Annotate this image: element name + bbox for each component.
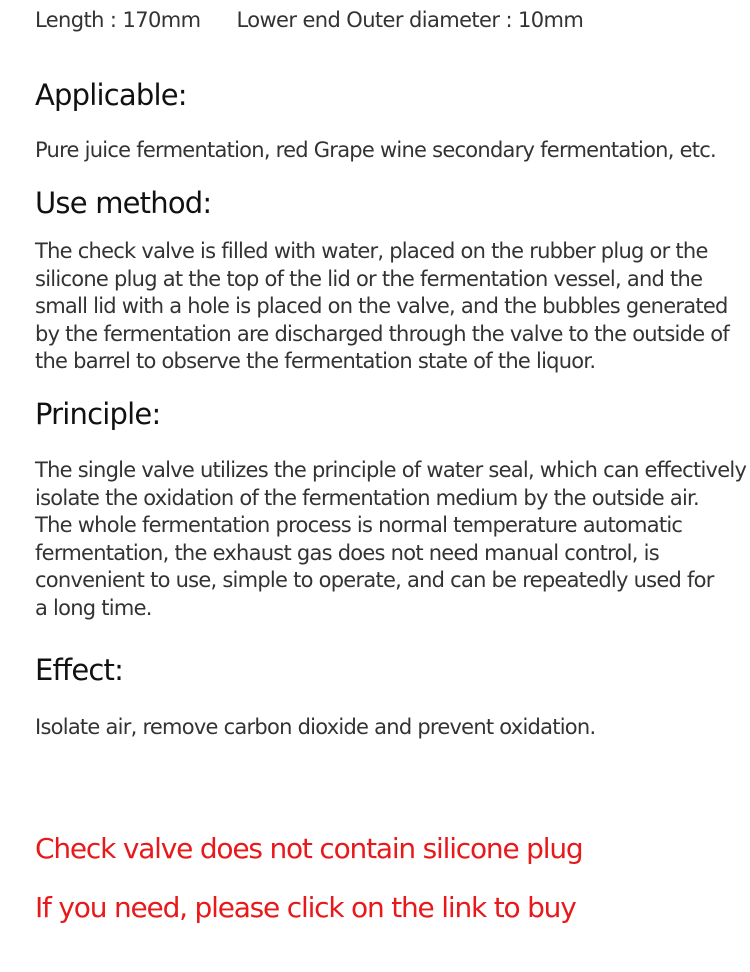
paragraph-line: the barrel to observe the fermentation state of the liquor. <box>35 349 596 373</box>
paragraph-line: small lid with a hole is placed on the valve, and the bubbles generated <box>35 294 728 318</box>
effect-text <box>35 714 747 742</box>
applicable-text <box>35 137 747 165</box>
paragraph-line: fermentation, the exhaust gas does not need manual control, is <box>35 540 659 565</box>
notice-buy-link: If you need, please click on the link to buy <box>35 891 576 924</box>
paragraph-line: Isolate air, remove carbon dioxide and prevent oxidation. <box>35 715 596 739</box>
product-specs <box>35 8 583 32</box>
applicable-heading: Applicable: <box>35 78 187 112</box>
notice-no-silicone-plug: Check valve does not contain silicone plug <box>35 832 583 865</box>
paragraph-line: isolate the oxidation of the fermentation medium by the outside air. <box>35 485 699 510</box>
diameter-spec: Lower end Outer diameter : 10mm <box>236 8 584 32</box>
use-method-heading: Use method: <box>35 186 212 220</box>
paragraph-line: The single valve utilizes the principle of water seal, which can effectively <box>35 458 747 482</box>
principle-heading: Principle: <box>35 397 161 431</box>
use-method-text <box>35 238 747 376</box>
paragraph-line: The whole fermentation process is normal temperature automatic <box>35 513 683 537</box>
length-spec: Length : 170mm <box>35 8 201 32</box>
paragraph-line: convenient to use, simple to operate, and can be repeatedly used for <box>35 568 714 592</box>
effect-heading: Effect: <box>35 653 124 687</box>
paragraph-line: Pure juice fermentation, red Grape wine secondary fermentation, etc. <box>35 138 716 162</box>
paragraph-line: a long time. <box>35 595 152 620</box>
principle-text <box>35 457 747 622</box>
paragraph-line: by the fermentation are discharged through the valve to the outside of <box>35 321 730 346</box>
paragraph-line: silicone plug at the top of the lid or the fermentation vessel, and the <box>35 266 703 291</box>
paragraph-line: The check valve is filled with water, placed on the rubber plug or the <box>35 239 708 263</box>
